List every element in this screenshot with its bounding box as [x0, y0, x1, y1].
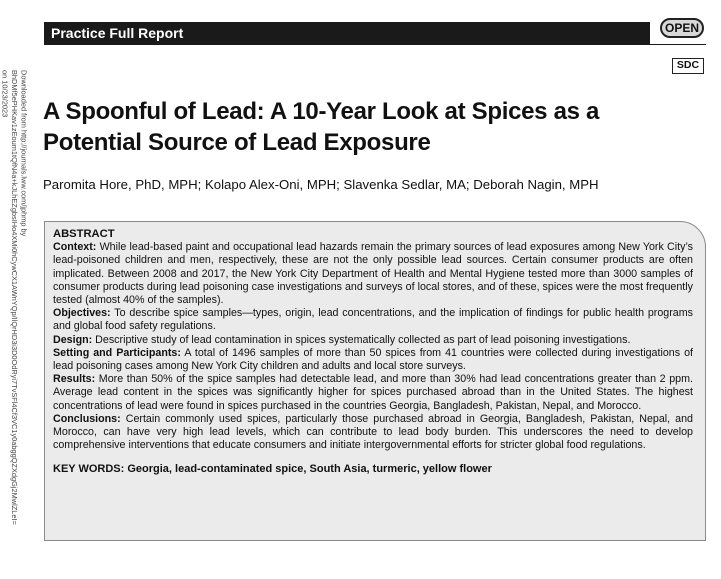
abstract-conclusions: [53, 413, 693, 453]
results-label: Results:: [53, 373, 96, 386]
context-label: Context:: [53, 241, 97, 254]
abstract-setting: [53, 347, 693, 373]
results-text: More than 50% of the spice samples had detectable lead, and more than 30% had lead concentrations greater than 2 ppm. Average lead content in the spices was significantly higher for spices purchased abroad than in the United States. The highest concentrations of lead were found in spices purchased in the countries Georgia, Bangladesh, Pakistan, Nepal, and Morocco.: [53, 373, 693, 412]
abstract-results: [53, 373, 693, 413]
design-text: Descriptive study of lead contamination in spices systematically collected as part of lead poisoning investigations.: [92, 333, 631, 346]
author-list: Paromita Hore, PhD, MPH; Kolapo Alex-Oni, MPH; Slavenka Sedlar, MA; Deborah Nagin, MPH: [43, 177, 599, 192]
section-label: Practice Full Report: [51, 25, 184, 41]
abstract-context: [53, 241, 693, 307]
abstract-design: [53, 334, 693, 347]
article-title: A Spoonful of Lead: A 10-Year Look at Spices as a Potential Source of Lead Exposure: [43, 98, 600, 156]
abstract-objectives: [53, 307, 693, 333]
design-label: Design:: [53, 333, 93, 346]
conclusions-label: Conclusions:: [53, 412, 121, 425]
objectives-label: Objectives:: [53, 307, 111, 320]
abstract-heading: ABSTRACT: [53, 228, 115, 240]
section-label-bar: [44, 22, 650, 44]
sdc-badge: SDC: [672, 58, 704, 74]
abstract-box: [44, 221, 706, 541]
download-watermark: [0, 0, 28, 579]
keywords: KEY WORDS: Georgia, lead-contaminated spice, South Asia, turmeric, yellow flower: [53, 463, 492, 476]
conclusions-text: Certain commonly used spices, particularly those purchased abroad in Georgia, Bangladesh, Pakistan, Nepal, and Morocco, can have very high lead levels, which can contribute to lead body burden. This underscores the need to develop comprehensive interventions that educate consumers and initiate intergovernmental efforts for stricter global food regulations.: [53, 412, 693, 452]
download-watermark-text: Downloaded from http://journals.lww.com/jphmp by BhDMf5ePHKav1zEoum1tQfN4a+kJLhEZgbsIHo4XMi0hCywCX1AWnYQp/IlQrHD3i3D0OdRyi7TvSFl4Cf3VC1y0abggQZXdgGj2MwlZLeI= on 10/23/2023: [0, 69, 29, 525]
header-rule: [44, 44, 706, 45]
objectives-text: To describe spice samples—types, origin, lead concentrations, and the implication of findings for public health programs and global food safety regulations.: [53, 307, 693, 333]
open-access-badge: OPEN: [660, 18, 704, 38]
setting-label: Setting and Participants:: [53, 346, 181, 359]
context-text: While lead-based paint and occupational lead hazards remain the primary sources of lead exposures among New York City’s lead-poisoned children and men, respectively, these are not the only possible lead sources. Certain consumer products are often implicated. Between 2008 and 2017, the New York City Department of Health and Mental Hygiene tested more than 3000 samples of consumer products during lead poisoning case investigations and surveys of local stores, and of these, spices were the most frequently tested (almost 40% of the samples).: [53, 241, 693, 307]
setting-text: A total of 1496 samples of more than 50 spices from 41 countries were collected during investigations of lead poisoning cases among New York City children and adults and local store surveys.: [53, 346, 693, 373]
